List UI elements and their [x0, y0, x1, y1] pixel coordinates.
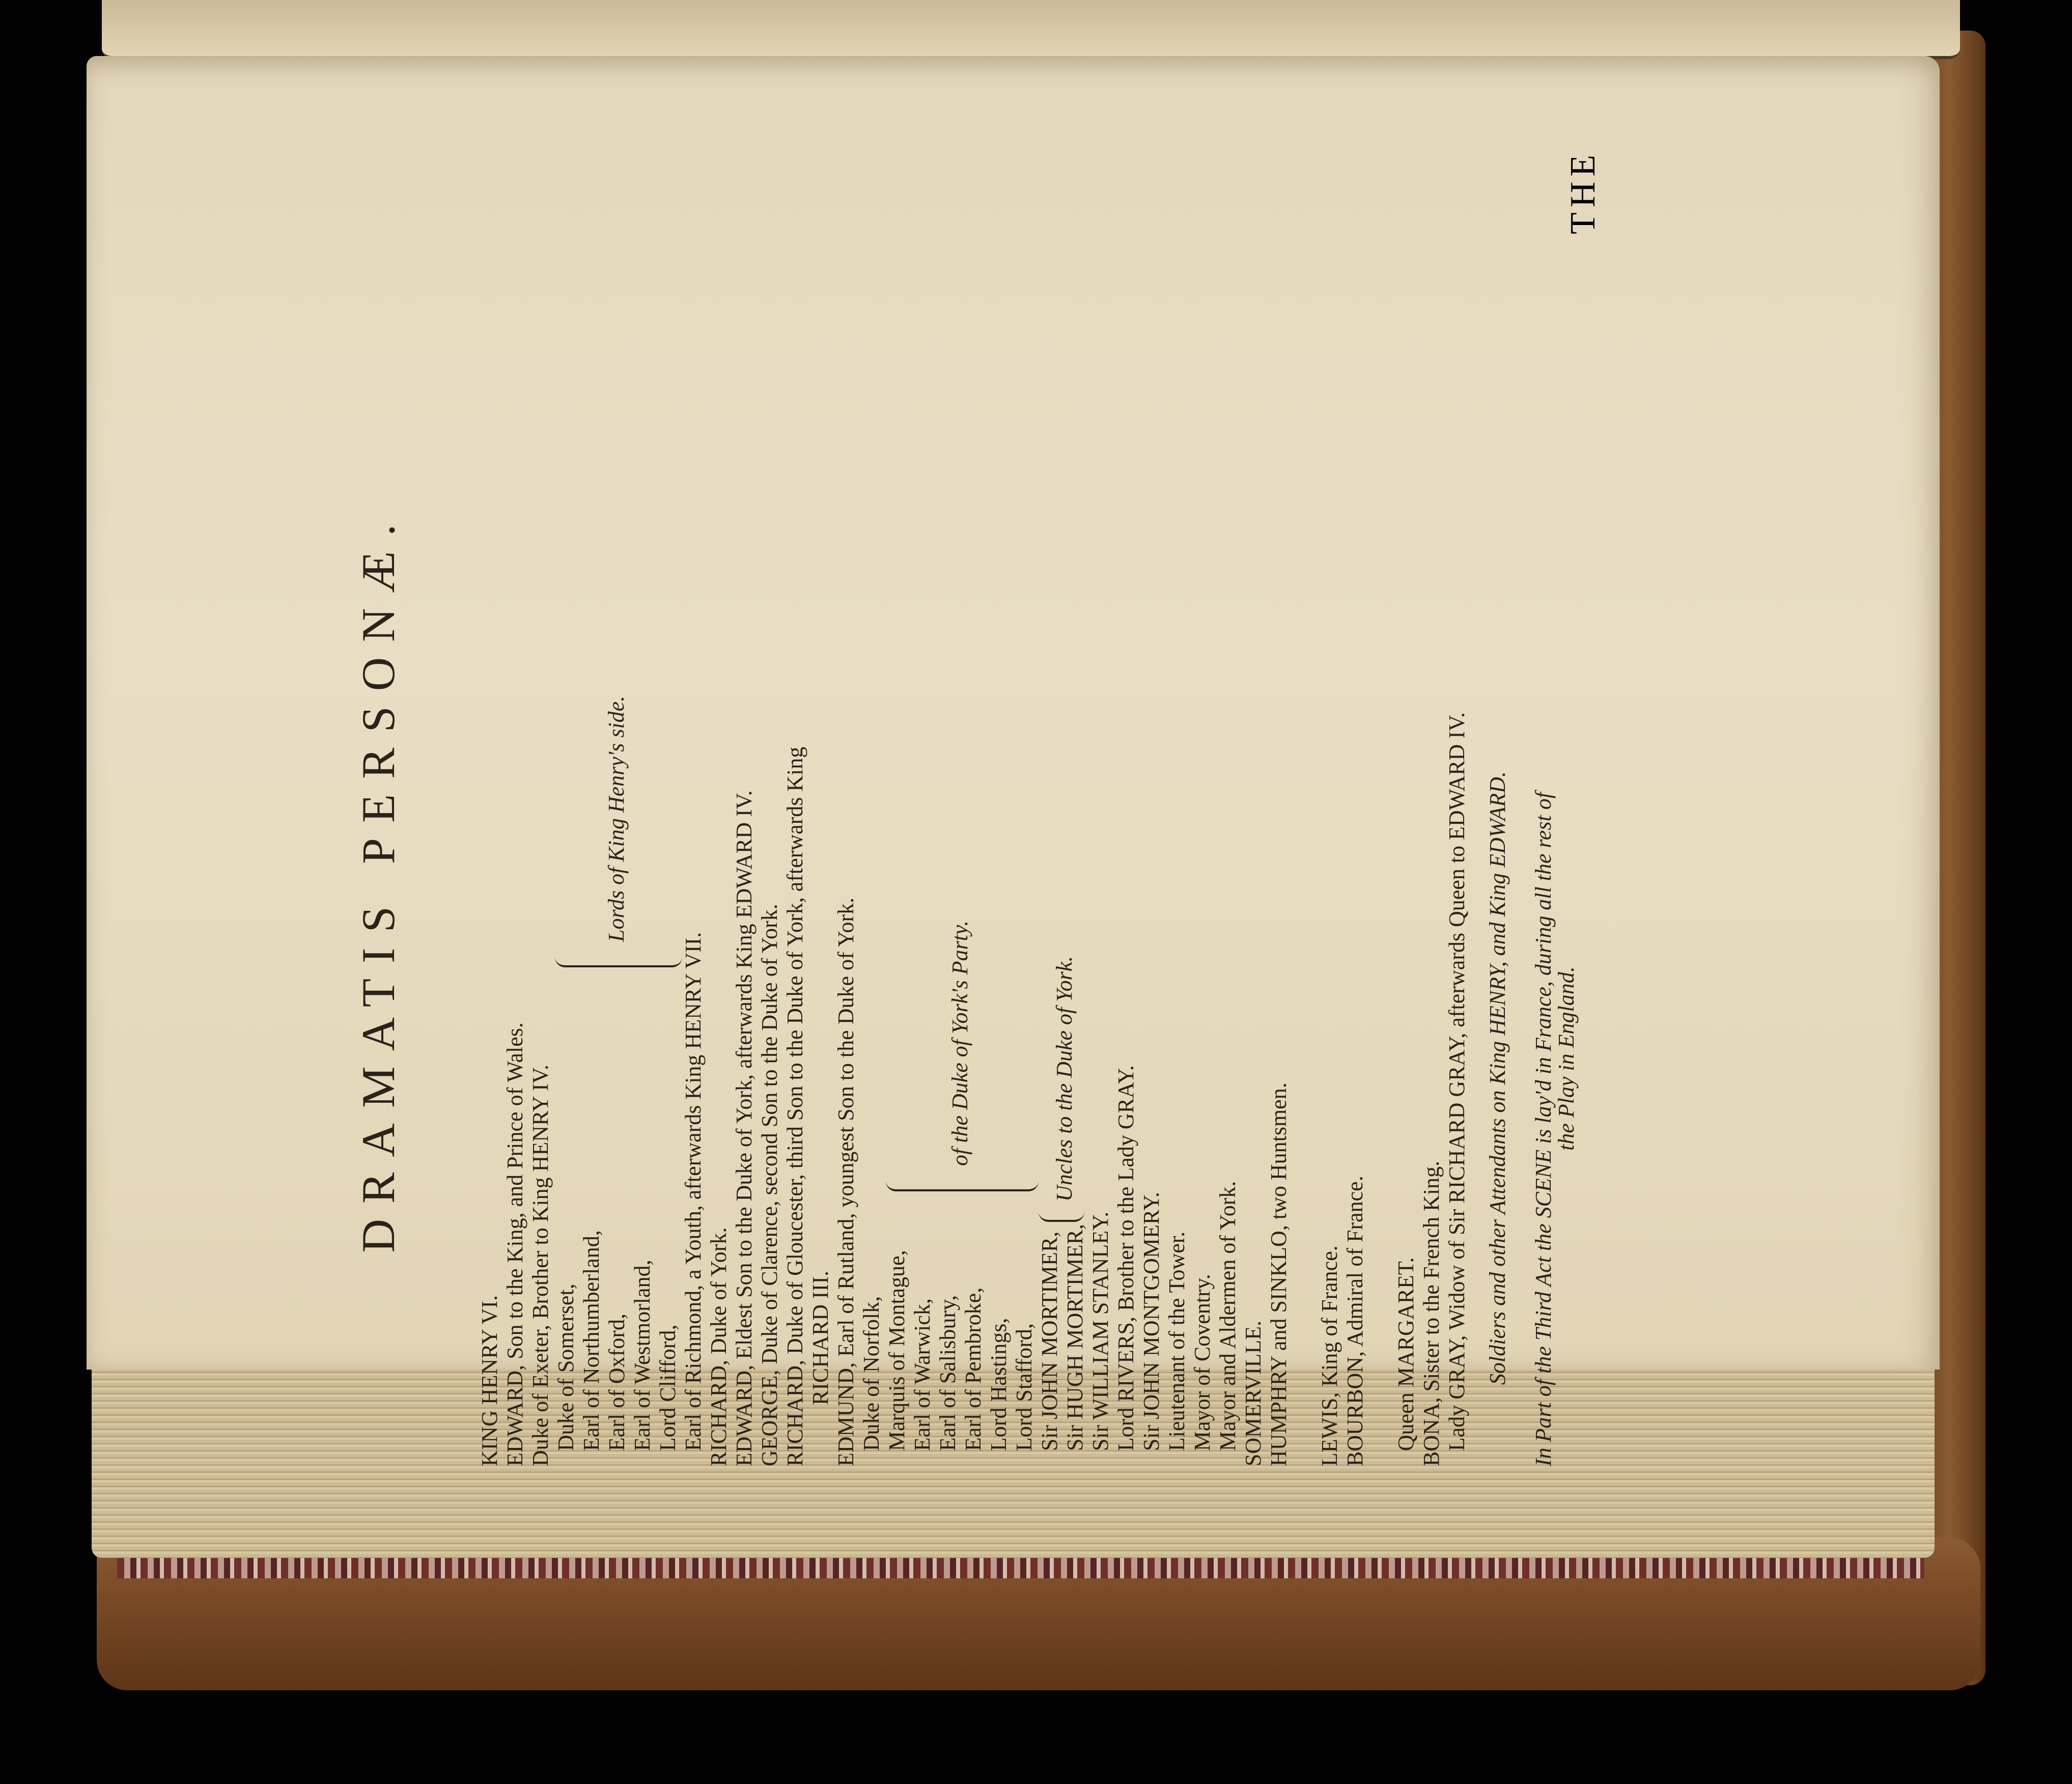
- cast-line: Earl of Northumberland,: [579, 1230, 604, 1451]
- cast-line: Lord Stafford,: [1012, 1323, 1037, 1451]
- cast-line: Mayor of Coventry.: [1190, 1274, 1215, 1451]
- cast-line: Marquis of Montague,: [884, 1250, 909, 1451]
- page-text-block: [351, 265, 1579, 1476]
- attendants-line: Soldiers and other Attendants on King HENRY, and King EDWARD.: [1485, 771, 1510, 1385]
- cast-line: KING HENRY VI.: [477, 1295, 502, 1466]
- cast-line: BONA, Sister to the French King.: [1419, 1160, 1444, 1466]
- cast-line: Duke of Exeter, Brother to King HENRY IV.: [528, 1065, 553, 1466]
- cast-line: Sir HUGH MORTIMER,: [1062, 1224, 1087, 1451]
- cast-line: Duke of Norfolk,: [859, 1296, 884, 1451]
- cast-line: SOMERVILLE.: [1241, 1320, 1266, 1466]
- cast-line: Lieutenant of the Tower.: [1164, 1231, 1189, 1451]
- cast-line: EDMUND, Earl of Rutland, youngest Son to the Duke of York.: [833, 897, 858, 1466]
- scene-note-line-2: the Play in England.: [1554, 966, 1579, 1151]
- catchword: THE: [1563, 149, 1603, 234]
- cast-line: Lord Hastings,: [986, 1318, 1011, 1451]
- brace-label-lords: Lords of King Henry's side.: [604, 695, 629, 942]
- brace-uncles: [1039, 1205, 1084, 1222]
- cast-line: Earl of Pembroke,: [961, 1287, 986, 1451]
- cast-line: HUMPHRY and SINKLO, two Huntsmen.: [1266, 1082, 1291, 1466]
- cast-line: Lady GRAY, Widow of Sir RICHARD GRAY, afterwards Queen to EDWARD IV.: [1444, 712, 1469, 1451]
- cast-line: Lord RIVERS, Brother to the Lady GRAY.: [1113, 1065, 1138, 1451]
- cast-line: Earl of Oxford,: [604, 1313, 629, 1451]
- cast-line: Earl of Westmorland,: [630, 1260, 655, 1451]
- cast-line: EDWARD, Son to the King, and Prince of Wales.: [502, 1022, 527, 1466]
- cast-line: RICHARD, Duke of York.: [706, 1227, 731, 1466]
- cast-line: Mayor and Aldermen of York.: [1215, 1181, 1240, 1451]
- cast-line: Sir WILLIAM STANLEY.: [1088, 1211, 1113, 1451]
- cast-line: Duke of Somerset,: [553, 1284, 578, 1451]
- book-page: [87, 56, 1940, 1466]
- cast-line: BOURBON, Admiral of France.: [1342, 1176, 1367, 1466]
- cast-line: GEORGE, Duke of Clarence, second Son to the Duke of York.: [757, 904, 782, 1466]
- cast-line: Sir JOHN MORTIMER,: [1037, 1231, 1062, 1451]
- cast-line: RICHARD, Duke of Gloucester, third Son to the Duke of York, afterwards King: [782, 746, 807, 1466]
- cast-line: Earl of Salisbury,: [935, 1295, 960, 1451]
- brace-label-uncles: Uncles to the Duke of York.: [1052, 956, 1077, 1202]
- cast-line: Earl of Richmond, a Youth, afterwards King HENRY VII.: [681, 932, 706, 1451]
- cast-line: LEWIS, King of France.: [1317, 1245, 1342, 1466]
- brace-label-york-party: of the Duke of York's Party.: [947, 921, 972, 1166]
- page-title: DRAMATIS PERSONÆ.: [352, 509, 404, 1253]
- cast-line: Sir JOHN MONTGOMERY.: [1139, 1192, 1164, 1451]
- cast-line: Queen MARGARET.: [1393, 1257, 1418, 1451]
- cast-line: EDWARD, Eldest Son to the Duke of York, afterwards King EDWARD IV.: [732, 790, 757, 1466]
- cast-line: RICHARD III.: [808, 1271, 833, 1405]
- cast-line: Lord Clifford,: [655, 1324, 680, 1451]
- facing-page-edge: [102, 0, 1960, 59]
- cast-line: Earl of Warwick,: [910, 1298, 935, 1451]
- scene-note-line-1: In Part of the Third Act the SCENE is lay'd in France, during all the rest of: [1531, 792, 1556, 1466]
- brace-lords: [555, 945, 682, 967]
- brace-york-party: [886, 1169, 1039, 1191]
